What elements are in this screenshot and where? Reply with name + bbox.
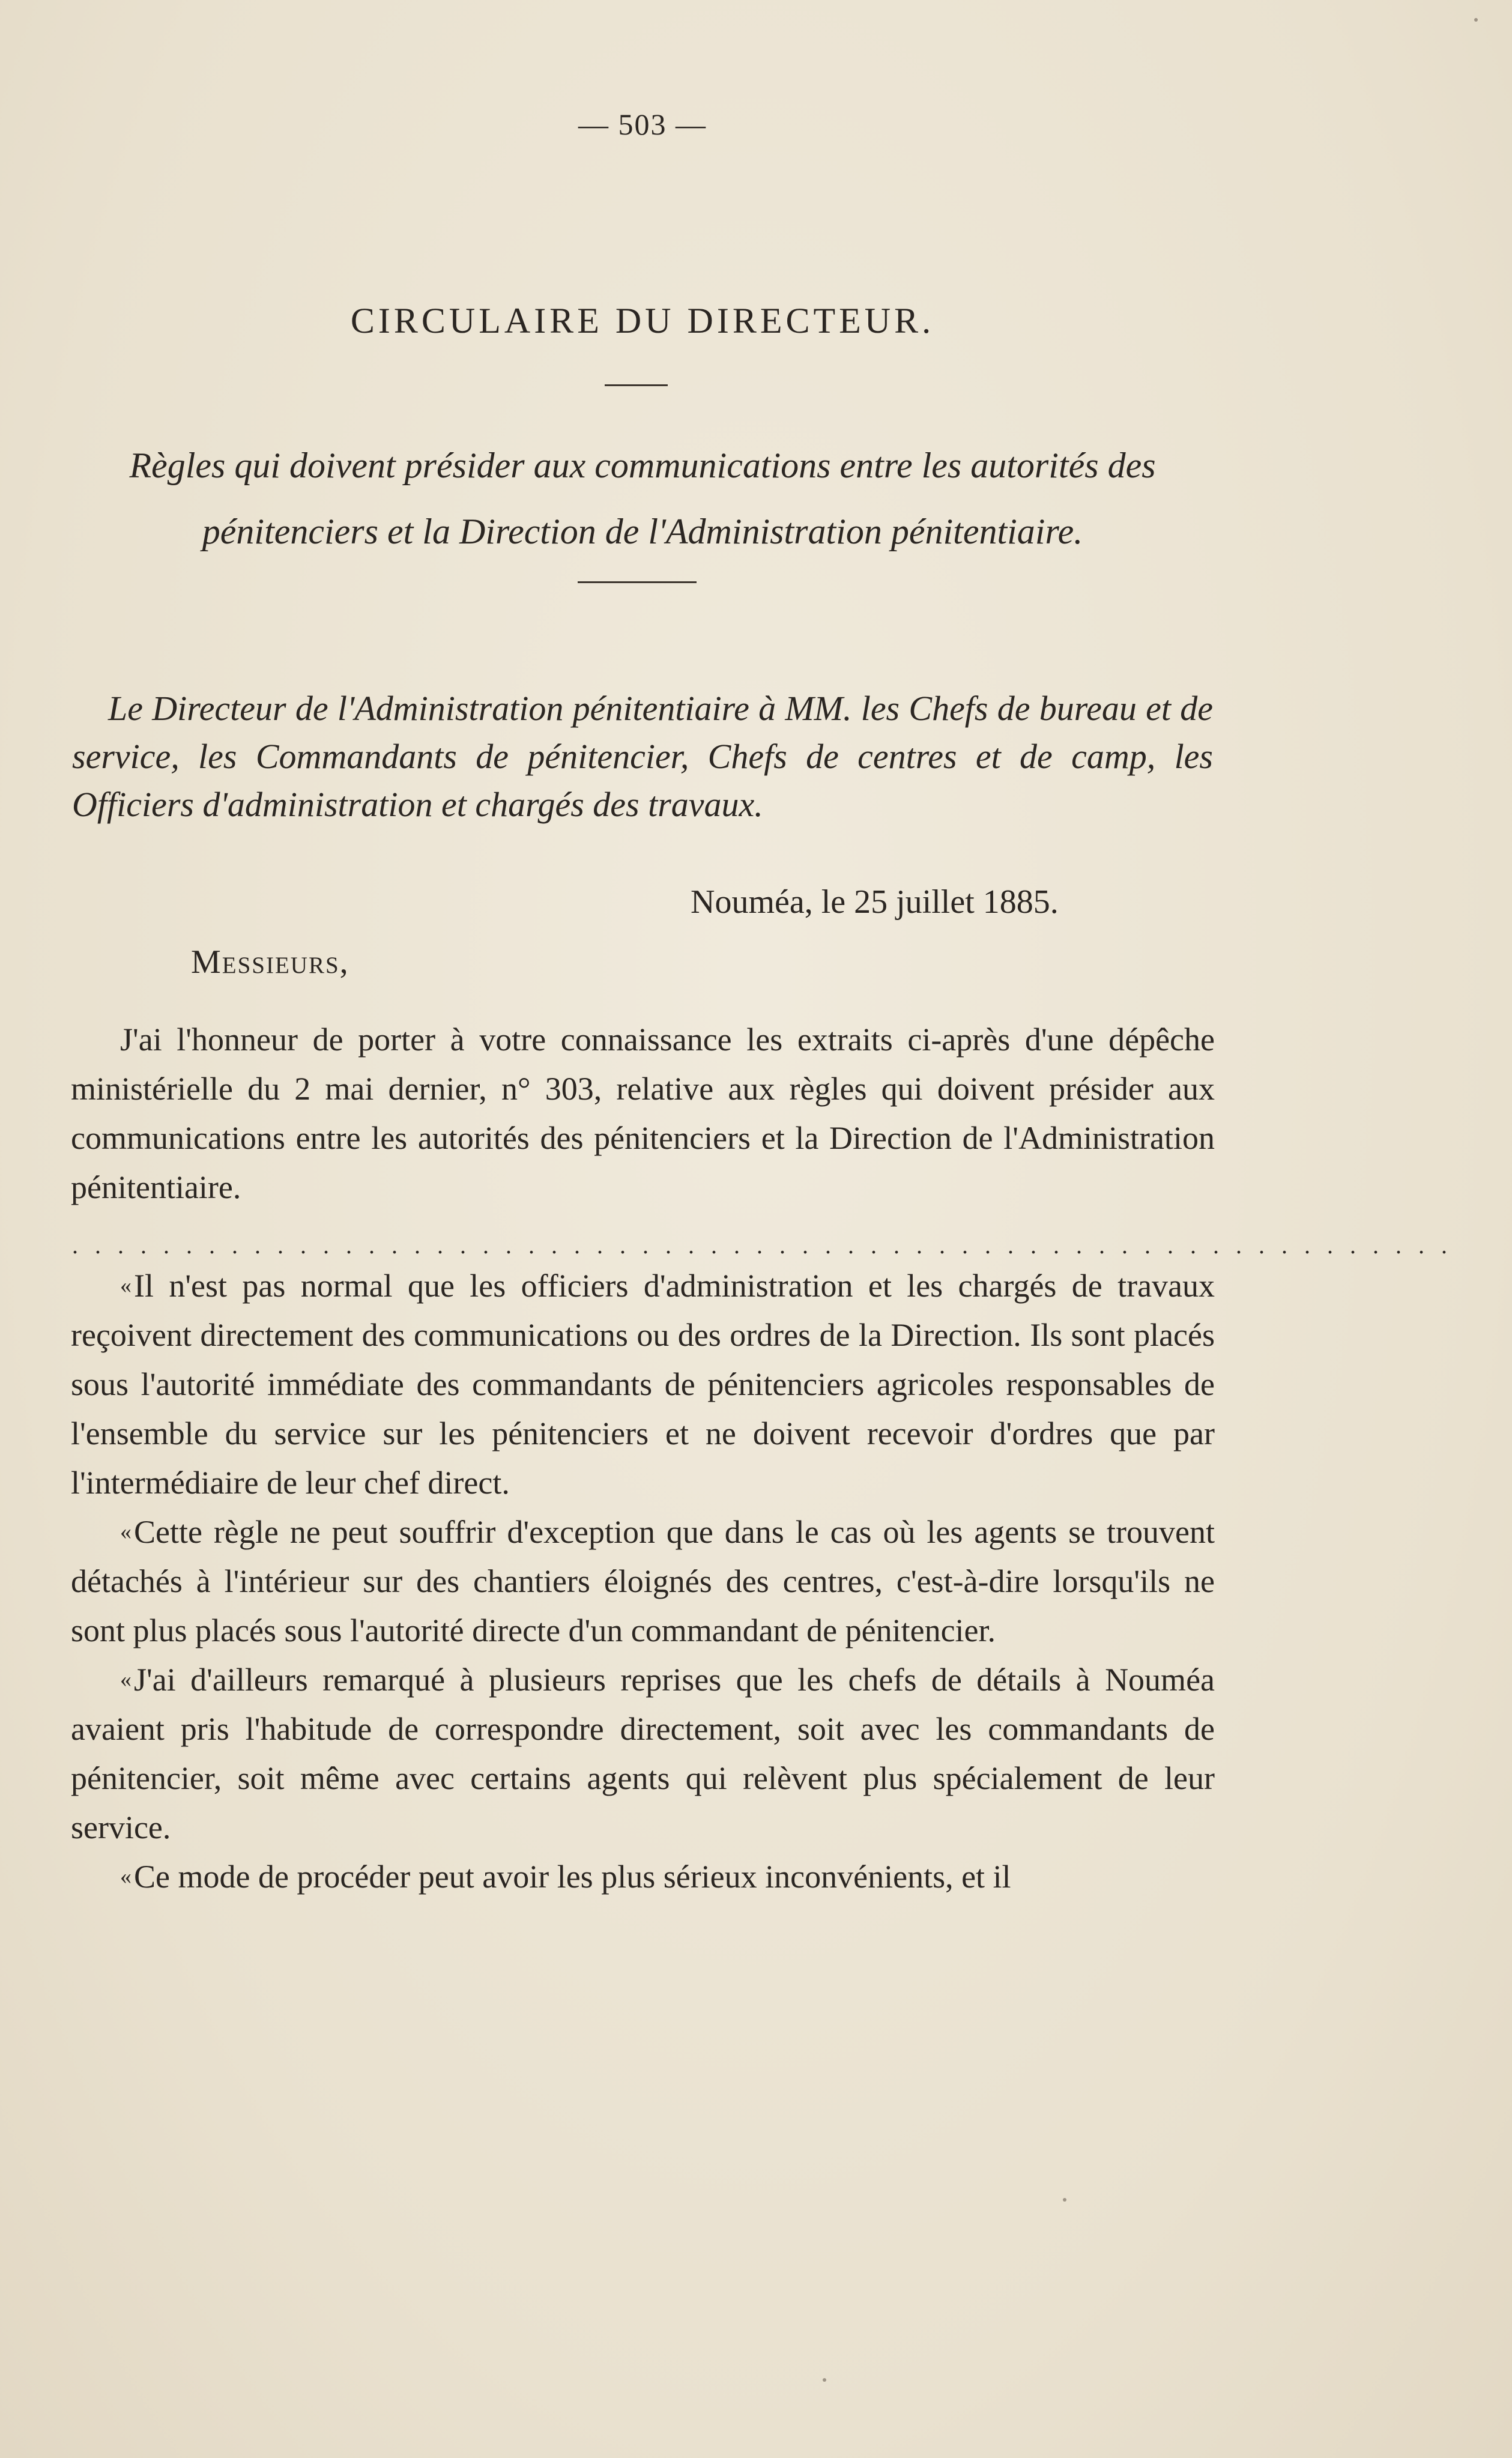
title-divider bbox=[605, 384, 668, 386]
quote-mark: « bbox=[120, 1273, 132, 1298]
paper-speck bbox=[1474, 18, 1478, 22]
quote-mark: « bbox=[120, 1519, 132, 1545]
quote-mark: « bbox=[120, 1667, 132, 1692]
quote-paragraph bbox=[71, 1655, 1215, 1852]
intro-paragraph: J'ai l'honneur de porter à votre connaissance les extraits ci-après d'une dépêche ministérielle du 2 mai dernier, n° 303, relative aux règles qui doivent présider aux communications entre les autorités des pénitenciers et la Direction de l'Administration pénitentiaire. bbox=[71, 1022, 1215, 1205]
subtitle-divider bbox=[578, 581, 697, 583]
quoted-dispatch bbox=[71, 1261, 1215, 1901]
quote-text: Il n'est pas normal que les officiers d'administration et les chargés de travaux reçoivent directement des communications ou des ordres de la Direction. Ils sont placés sous l'autorité immédiate des commandants de pénitenciers agricoles responsables de l'ensemble du service sur les pénitenciers et ne doivent recevoir d'ordres que par l'intermédiaire de leur chef direct. bbox=[71, 1268, 1215, 1501]
page-number: — 503 — bbox=[578, 107, 707, 141]
addressee-block: Le Directeur de l'Administration pénitentiaire à MM. les Chefs de bureau et de service, les Commandants de pénitencier, Chefs de centres et de camp, les Officiers d'administration et chargés des travaux. bbox=[72, 689, 1213, 824]
intro-paragraph-block bbox=[71, 1015, 1215, 1212]
quote-text: Cette règle ne peut souffrir d'exception que dans le cas où les agents se trouvent détachés à l'intérieur sur des chantiers éloignés des centres, c'est-à-dire lorsqu'ils ne sont plus placés sous l'autorité directe d'un commandant de pénitencier. bbox=[71, 1514, 1215, 1648]
document-title: CIRCULAIRE DU DIRECTEUR. bbox=[350, 301, 935, 341]
document-subtitle: Règles qui doivent présider aux communications entre les autorités des pénitenciers et la Direction de l'Administration pénitentiaire. bbox=[129, 446, 1156, 551]
paper-speck bbox=[1063, 2198, 1066, 2202]
quote-text: Ce mode de procéder peut avoir les plus sérieux inconvénients, et il bbox=[134, 1859, 1011, 1895]
salutation: Messieurs, bbox=[191, 943, 349, 981]
quote-paragraph bbox=[71, 1261, 1215, 1507]
paper-speck bbox=[823, 2378, 826, 2382]
dateline: Nouméa, le 25 juillet 1885. bbox=[691, 883, 1059, 921]
quote-mark: « bbox=[120, 1864, 132, 1889]
quote-paragraph bbox=[71, 1852, 1215, 1901]
quote-paragraph bbox=[71, 1507, 1215, 1655]
quote-text: J'ai d'ailleurs remarqué à plusieurs reprises que les chefs de détails à Nouméa avaient pris l'habitude de correspondre directement, soit avec les commandants de pénitencier, soit même avec certains agents qui relèvent plus spécialement de leur service. bbox=[71, 1662, 1215, 1845]
ellipsis-line: . . . . . . . . . . . . . . . . . . . . . . . . . . . . . . . . . . . . . . . . . . . . . . . . . . . . . . . . . . . . . bbox=[72, 1232, 1453, 1259]
